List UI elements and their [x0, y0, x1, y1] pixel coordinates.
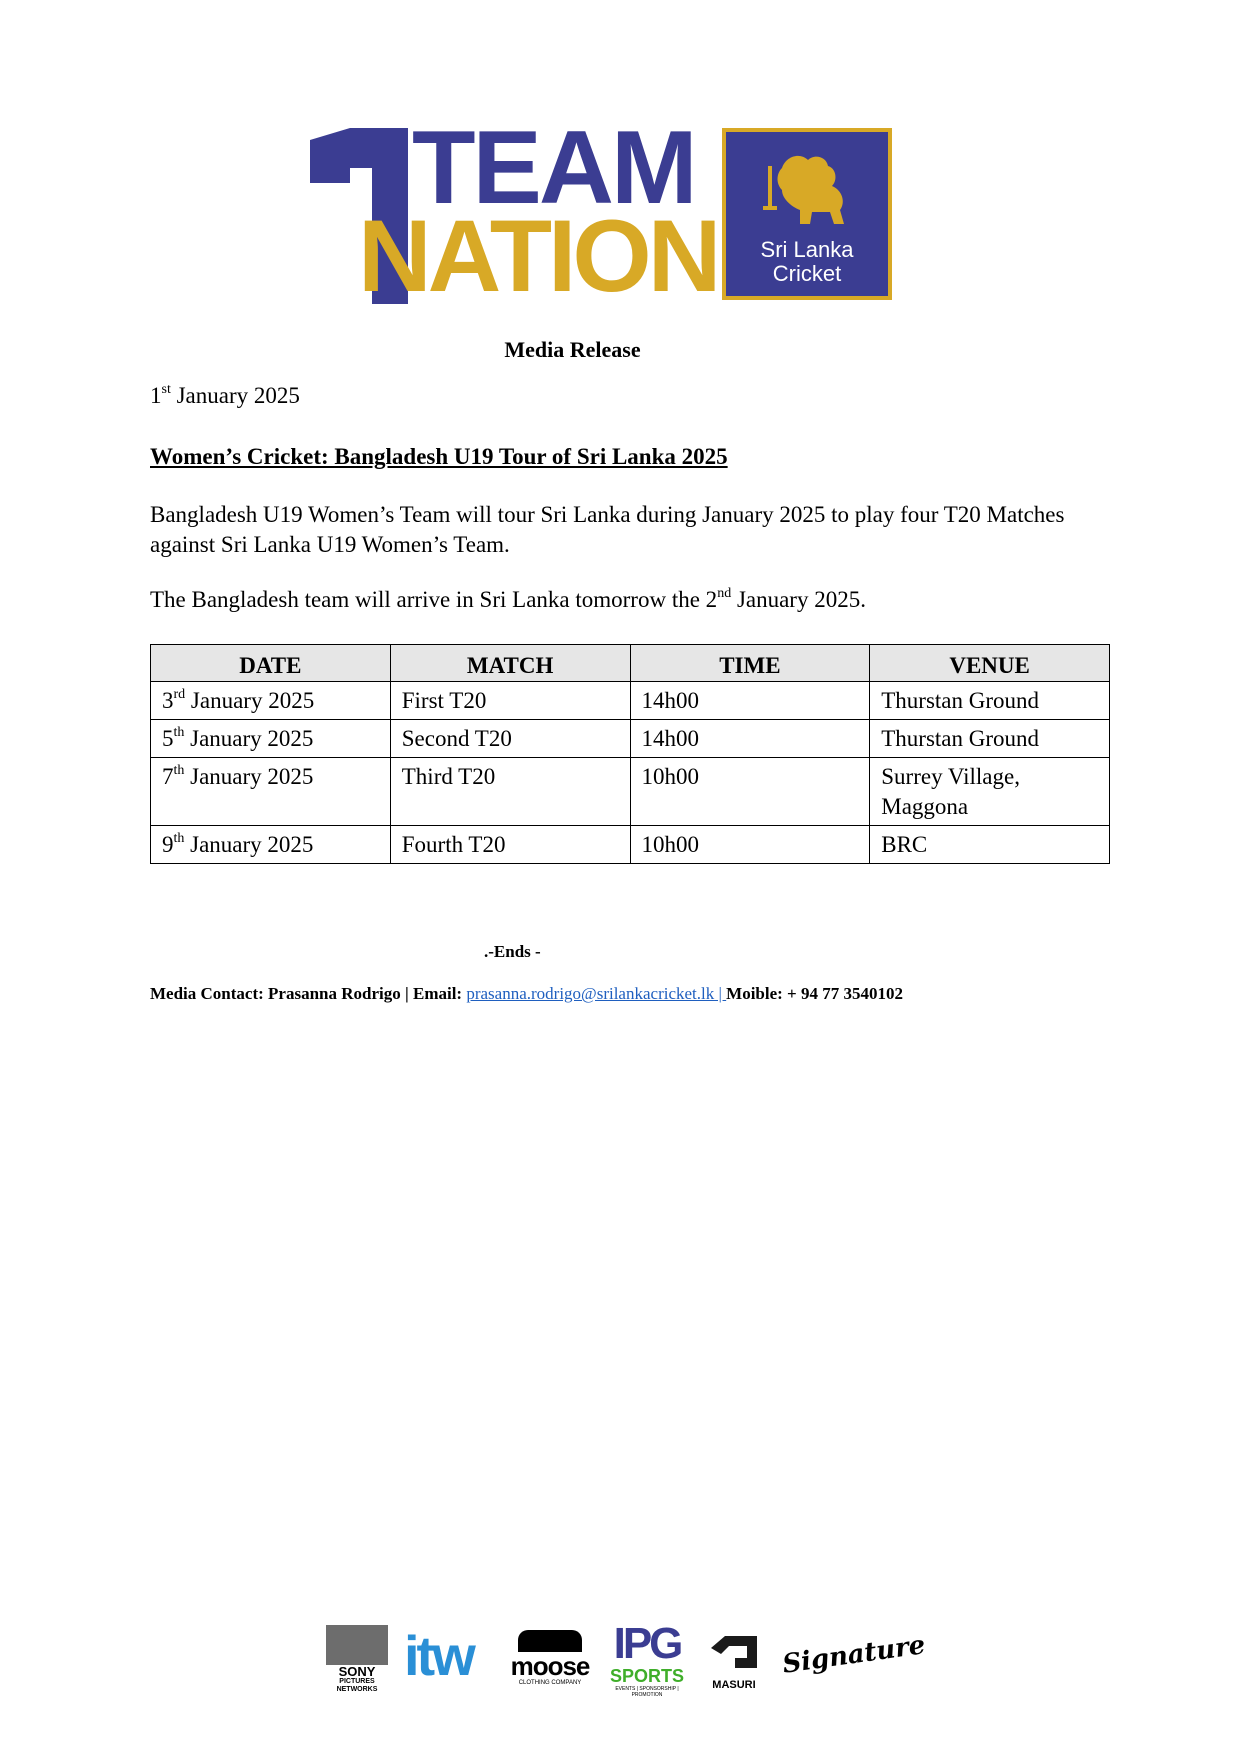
itw-logo: itw	[404, 1624, 473, 1687]
arrival-suffix: nd	[717, 586, 732, 601]
cell-match: Fourth T20	[390, 826, 630, 864]
slc-line-1: Sri Lanka	[760, 237, 854, 262]
media-contact	[150, 984, 903, 1004]
month: January 2025	[185, 688, 315, 713]
date-rest: January 2025	[170, 383, 300, 408]
header-time: TIME	[630, 645, 870, 682]
arrival-date: January 2025.	[731, 587, 866, 612]
table-row	[151, 720, 1110, 758]
cell-time: 14h00	[630, 682, 870, 720]
cell-time: 10h00	[630, 826, 870, 864]
day-suffix: rd	[173, 687, 186, 702]
day: 7	[162, 764, 174, 789]
cell-match: Third T20	[390, 758, 630, 826]
sri-lanka-cricket-label	[722, 238, 892, 286]
day-suffix: th	[173, 725, 185, 740]
cell-date	[151, 720, 391, 758]
header-venue: VENUE	[870, 645, 1110, 682]
table-row	[151, 826, 1110, 864]
paragraph-tour: Bangladesh U19 Women’s Team will tour Sri Lanka during January 2025 to play four T20 Matches against Sri Lanka U19 Women’s Team.	[150, 502, 1065, 557]
lion-emblem-icon	[760, 150, 856, 232]
release-date	[150, 383, 300, 409]
cell-date	[151, 682, 391, 720]
day-suffix: th	[173, 763, 185, 778]
day: 3	[162, 688, 174, 713]
cell-match: Second T20	[390, 720, 630, 758]
sony-line-1: SONY	[338, 1664, 376, 1679]
ipg-sports-logo	[606, 1619, 688, 1698]
header-date: DATE	[151, 645, 391, 682]
cell-venue: Thurstan Ground	[870, 720, 1110, 758]
sony-line-3: NETWORKS	[336, 1686, 378, 1693]
logo-team-text: TEAM	[412, 110, 695, 226]
schedule-table	[150, 644, 1110, 864]
table-row	[151, 682, 1110, 720]
moose-logo	[508, 1630, 592, 1687]
headline: Women’s Cricket: Bangladesh U19 Tour of Sri Lanka 2025	[150, 444, 728, 469]
sony-pictures-logo	[326, 1625, 388, 1697]
day: 9	[162, 832, 174, 857]
cell-venue: BRC	[870, 826, 1110, 864]
slc-line-2: Cricket	[772, 261, 842, 286]
day-suffix: th	[173, 831, 185, 846]
cell-venue: Surrey Village, Maggona	[870, 758, 1110, 826]
signature-logo: Signature	[780, 1630, 928, 1680]
cell-time: 14h00	[630, 720, 870, 758]
contact-mobile: Moible: + 94 77 3540102	[726, 984, 903, 1003]
contact-label: Media Contact: Prasanna Rodrigo | Email:	[150, 984, 467, 1003]
ipg-text: IPG	[613, 1619, 681, 1668]
ipg-sports-text: SPORTS	[609, 1666, 684, 1686]
paragraph-arrival	[150, 585, 1110, 615]
masuri-logo	[698, 1634, 770, 1691]
masuri-text: MASURI	[712, 1679, 756, 1691]
cell-match: First T20	[390, 682, 630, 720]
ipg-subtext: EVENTS | SPONSORSHIP | PROMOTION	[615, 1686, 679, 1698]
moose-subtext: CLOTHING COMPANY	[518, 1680, 582, 1686]
day: 5	[162, 726, 174, 751]
table-row	[151, 758, 1110, 826]
ends-marker: .-Ends -	[484, 942, 541, 961]
cell-date	[151, 758, 391, 826]
cell-time: 10h00	[630, 758, 870, 826]
cell-venue: Thurstan Ground	[870, 682, 1110, 720]
moose-text: moose	[510, 1651, 590, 1681]
cell-date	[151, 826, 391, 864]
email-link[interactable]: prasanna.rodrigo@srilankacricket.lk |	[466, 984, 727, 1003]
date-day: 1	[150, 383, 162, 408]
arrival-text: The Bangladesh team will arrive in Sri Lanka tomorrow the 2	[150, 587, 718, 612]
month: January 2025	[184, 832, 314, 857]
sony-line-2: PICTURES	[339, 1678, 375, 1685]
month: January 2025	[184, 726, 314, 751]
logo-nation-text: NATION	[358, 199, 718, 313]
header-match: MATCH	[390, 645, 630, 682]
masuri-mark-icon	[707, 1634, 761, 1674]
date-suffix: st	[161, 382, 171, 397]
month: January 2025	[184, 764, 314, 789]
table-header-row	[151, 645, 1110, 682]
page-title: Media Release	[504, 337, 641, 362]
